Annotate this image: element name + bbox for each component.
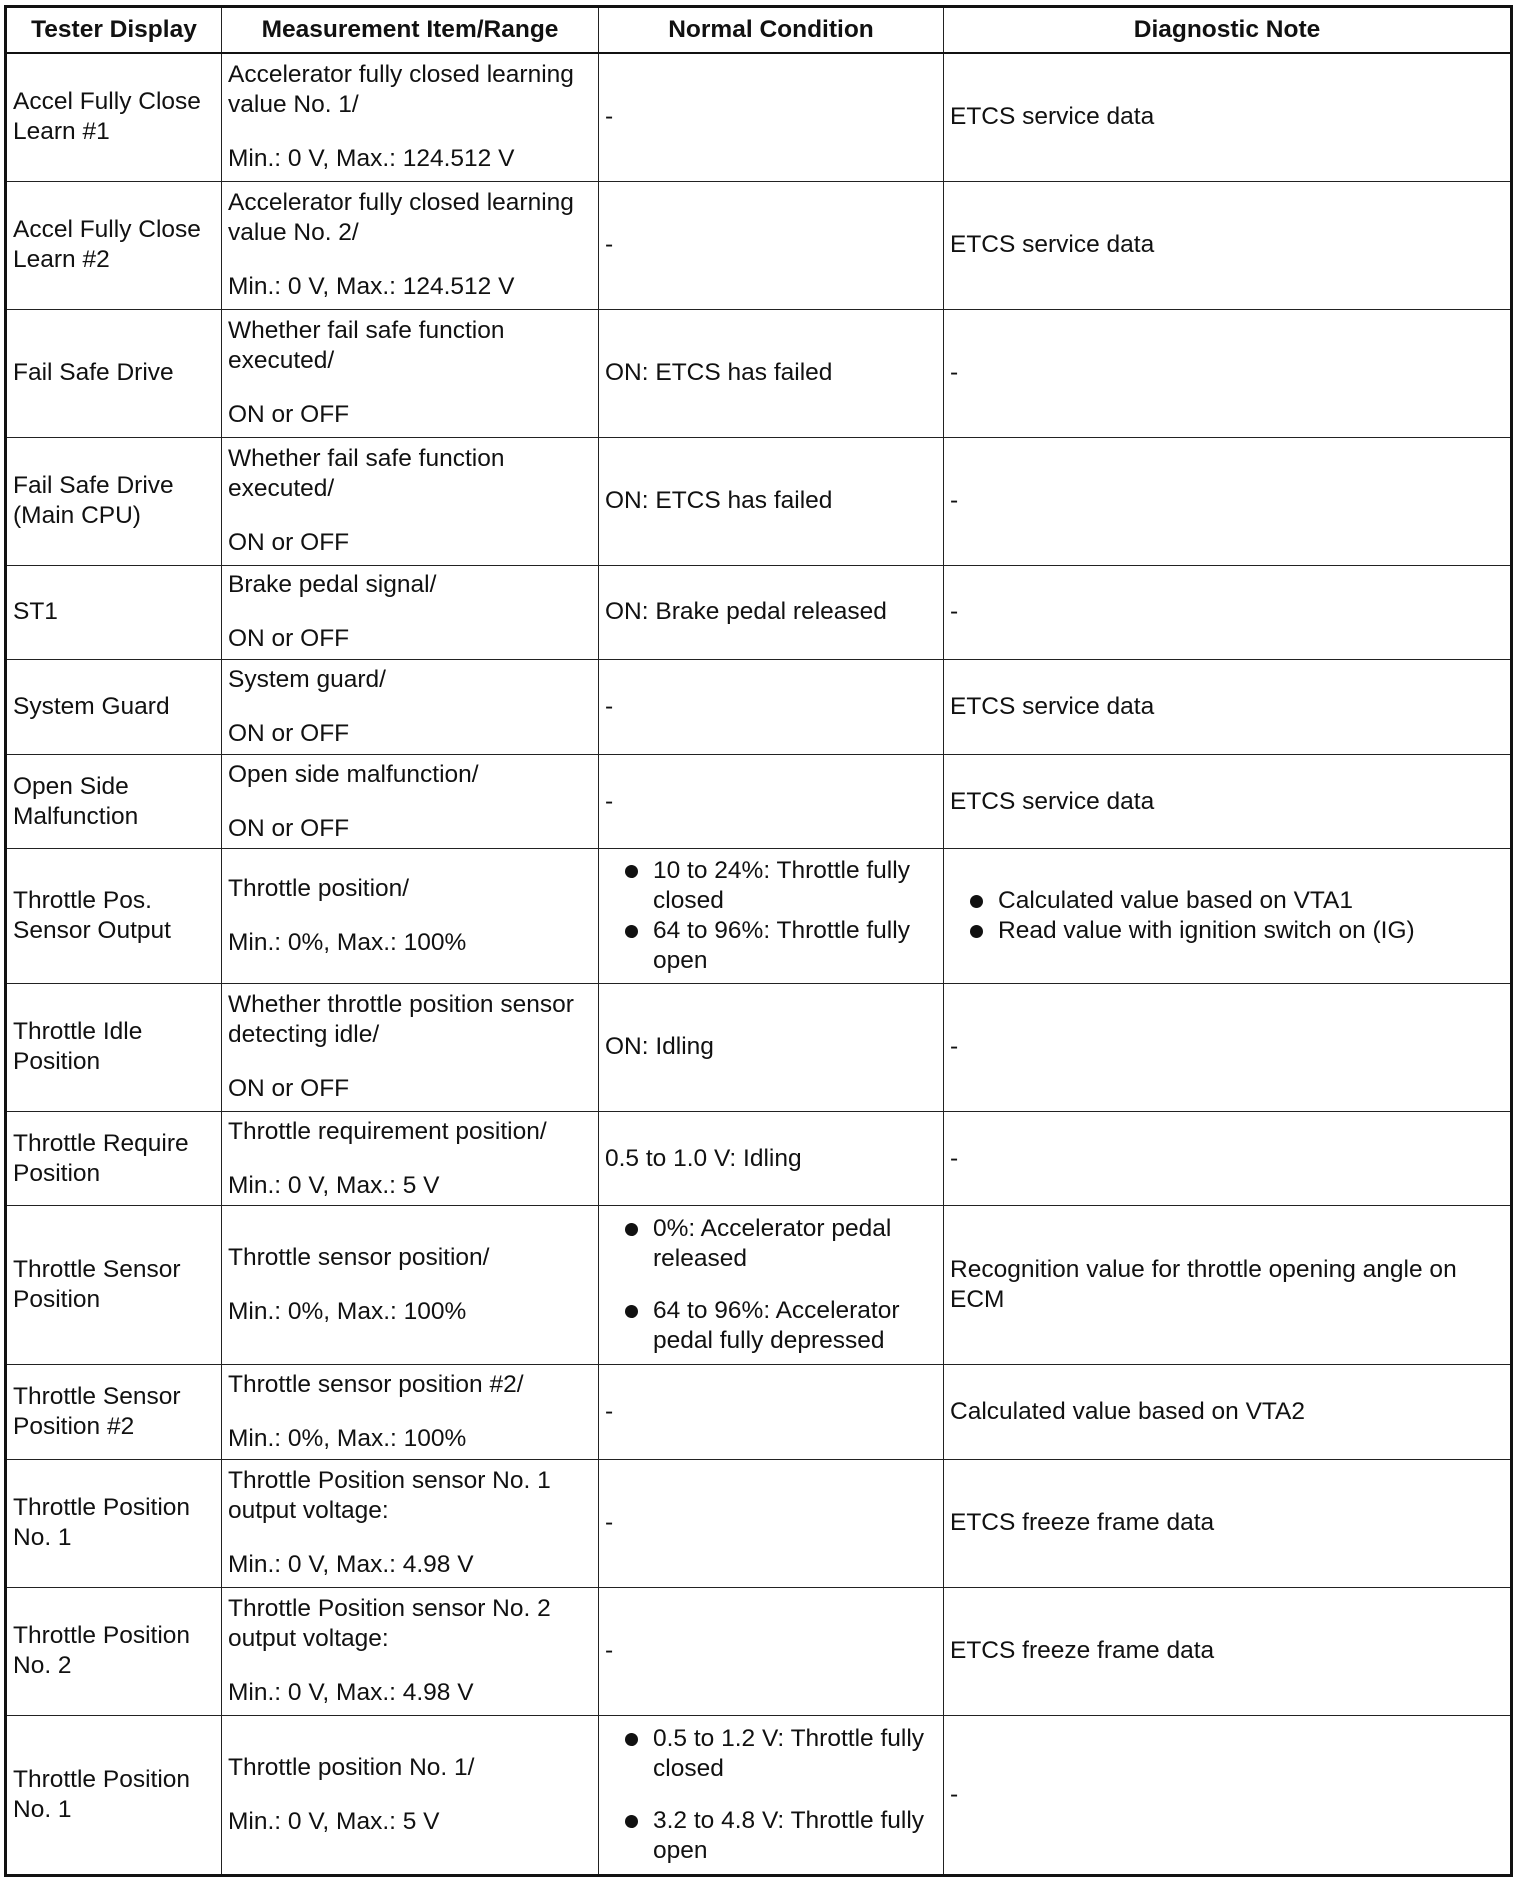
tester-display-cell: Accel Fully Close Learn #1 xyxy=(6,53,222,181)
diagnostic-note-cell: - xyxy=(944,1111,1512,1206)
measurement-item-cell xyxy=(222,1111,599,1206)
diagnostic-note-cell: - xyxy=(944,1715,1512,1875)
table-row xyxy=(6,53,1512,181)
tester-display-cell: Throttle Position No. 1 xyxy=(6,1459,222,1587)
list-item: Calculated value based on VTA1 xyxy=(950,886,1504,916)
table-row xyxy=(6,565,1512,660)
tester-display-cell: Throttle Sensor Position #2 xyxy=(6,1365,222,1460)
list-item: 0.5 to 1.2 V: Throttle fully closed xyxy=(605,1724,937,1784)
header-measurement-item: Measurement Item/Range xyxy=(222,7,599,54)
measurement-range-text: Min.: 0%, Max.: 100% xyxy=(228,929,467,957)
tester-display-cell: Throttle Idle Position xyxy=(6,983,222,1111)
normal-condition-cell: 0.5 to 1.0 V: Idling xyxy=(599,1111,944,1206)
measurement-item-text: Throttle position No. 1/ xyxy=(228,1753,475,1781)
measurement-range-text: Min.: 0 V, Max.: 5 V xyxy=(228,1171,440,1199)
tester-display-cell: Fail Safe Drive (Main CPU) xyxy=(6,437,222,565)
normal-condition-cell: ON: Idling xyxy=(599,983,944,1111)
table-row xyxy=(6,181,1512,309)
table-body xyxy=(6,53,1512,1876)
normal-condition-cell: - xyxy=(599,1365,944,1460)
measurement-item-text: Whether fail safe function executed/ xyxy=(228,317,505,375)
measurement-item-cell xyxy=(222,309,599,437)
list-item: 0%: Accelerator pedal released xyxy=(605,1214,937,1274)
normal-condition-cell: ON: ETCS has failed xyxy=(599,437,944,565)
diagnostic-note-cell: Calculated value based on VTA2 xyxy=(944,1365,1512,1460)
measurement-item-cell xyxy=(222,565,599,660)
table-row xyxy=(6,1365,1512,1460)
tester-display-cell: Throttle Pos. Sensor Output xyxy=(6,849,222,984)
measurement-item-cell xyxy=(222,1715,599,1875)
measurement-range-text: ON or OFF xyxy=(228,1075,350,1103)
measurement-item-cell xyxy=(222,1206,599,1365)
measurement-item-text: Throttle Position sensor No. 2 output voltage: xyxy=(228,1595,551,1653)
diagnostic-note-cell: Recognition value for throttle opening angle on ECM xyxy=(944,1206,1512,1365)
normal-condition-list xyxy=(605,1724,937,1866)
tester-display-cell: Throttle Position No. 1 xyxy=(6,1715,222,1875)
list-item: 64 to 96%: Throttle fully open xyxy=(605,916,937,976)
measurement-item-text: Throttle sensor position #2/ xyxy=(228,1371,524,1399)
normal-condition-cell: ON: Brake pedal released xyxy=(599,565,944,660)
table-row xyxy=(6,849,1512,984)
measurement-item-cell xyxy=(222,983,599,1111)
measurement-item-cell xyxy=(222,437,599,565)
measurement-item-text: System guard/ xyxy=(228,665,386,693)
measurement-item-text: Whether throttle position sensor detecting idle/ xyxy=(228,991,574,1049)
measurement-range-text: Min.: 0%, Max.: 100% xyxy=(228,1298,467,1326)
tester-display-cell: Throttle Position No. 2 xyxy=(6,1587,222,1715)
header-tester-display: Tester Display xyxy=(6,7,222,54)
measurement-item-text: Throttle sensor position/ xyxy=(228,1244,490,1272)
measurement-range-text: Min.: 0 V, Max.: 124.512 V xyxy=(228,145,515,173)
table-row xyxy=(6,437,1512,565)
measurement-range-text: Min.: 0 V, Max.: 5 V xyxy=(228,1807,440,1835)
normal-condition-cell: - xyxy=(599,1587,944,1715)
tester-display-cell: ST1 xyxy=(6,565,222,660)
table-row xyxy=(6,1206,1512,1365)
measurement-item-text: Throttle Position sensor No. 1 output voltage: xyxy=(228,1467,551,1525)
normal-condition-list xyxy=(605,856,937,976)
measurement-range-text: ON or OFF xyxy=(228,401,350,429)
measurement-item-text: Throttle requirement position/ xyxy=(228,1117,547,1145)
normal-condition-cell xyxy=(599,849,944,984)
normal-condition-cell: - xyxy=(599,660,944,755)
measurement-item-text: Throttle position/ xyxy=(228,875,410,903)
measurement-range-text: ON or OFF xyxy=(228,814,350,842)
diagnostic-note-cell: - xyxy=(944,983,1512,1111)
diagnostic-note-cell: - xyxy=(944,437,1512,565)
header-normal-condition: Normal Condition xyxy=(599,7,944,54)
table-row xyxy=(6,1459,1512,1587)
normal-condition-cell: - xyxy=(599,181,944,309)
normal-condition-list xyxy=(605,1214,937,1356)
measurement-item-text: Brake pedal signal/ xyxy=(228,571,437,599)
normal-condition-cell: - xyxy=(599,754,944,849)
data-list-table xyxy=(4,5,1513,1877)
measurement-item-text: Accelerator fully closed learning value No. 2/ xyxy=(228,189,574,247)
tester-display-cell: Throttle Require Position xyxy=(6,1111,222,1206)
tester-display-cell: Fail Safe Drive xyxy=(6,309,222,437)
table-row xyxy=(6,1587,1512,1715)
measurement-item-text: Accelerator fully closed learning value No. 1/ xyxy=(228,61,574,119)
tester-display-cell: Open Side Malfunction xyxy=(6,754,222,849)
normal-condition-cell: ON: ETCS has failed xyxy=(599,309,944,437)
table-row xyxy=(6,1715,1512,1875)
measurement-range-text: Min.: 0 V, Max.: 4.98 V xyxy=(228,1679,474,1707)
table-row xyxy=(6,754,1512,849)
measurement-item-cell xyxy=(222,1587,599,1715)
measurement-item-cell xyxy=(222,1365,599,1460)
diagnostic-note-cell: - xyxy=(944,565,1512,660)
list-item: Read value with ignition switch on (IG) xyxy=(950,916,1504,946)
table-row xyxy=(6,660,1512,755)
diagnostic-note-cell: ETCS freeze frame data xyxy=(944,1459,1512,1587)
diagnostic-note-cell: - xyxy=(944,309,1512,437)
diagnostic-note-cell: ETCS freeze frame data xyxy=(944,1587,1512,1715)
header-row xyxy=(6,7,1512,54)
list-item: 3.2 to 4.8 V: Throttle fully open xyxy=(605,1806,937,1866)
table-row xyxy=(6,983,1512,1111)
measurement-item-text: Whether fail safe function executed/ xyxy=(228,445,505,503)
header-diagnostic-note: Diagnostic Note xyxy=(944,7,1512,54)
normal-condition-cell xyxy=(599,1206,944,1365)
measurement-item-cell xyxy=(222,181,599,309)
normal-condition-cell: - xyxy=(599,53,944,181)
list-item: 64 to 96%: Accelerator pedal fully depressed xyxy=(605,1296,937,1356)
diagnostic-note-cell: ETCS service data xyxy=(944,181,1512,309)
measurement-item-cell xyxy=(222,660,599,755)
diagnostic-note-list xyxy=(950,886,1504,946)
normal-condition-cell xyxy=(599,1715,944,1875)
tester-display-cell: System Guard xyxy=(6,660,222,755)
diagnostic-note-cell: ETCS service data xyxy=(944,754,1512,849)
measurement-item-cell xyxy=(222,754,599,849)
table-row xyxy=(6,1111,1512,1206)
measurement-item-cell xyxy=(222,53,599,181)
diagnostic-note-cell xyxy=(944,849,1512,984)
measurement-range-text: Min.: 0 V, Max.: 4.98 V xyxy=(228,1551,474,1579)
measurement-range-text: ON or OFF xyxy=(228,529,350,557)
normal-condition-cell: - xyxy=(599,1459,944,1587)
list-item: 10 to 24%: Throttle fully closed xyxy=(605,856,937,916)
measurement-range-text: ON or OFF xyxy=(228,625,350,653)
measurement-range-text: Min.: 0 V, Max.: 124.512 V xyxy=(228,273,515,301)
tester-display-cell: Accel Fully Close Learn #2 xyxy=(6,181,222,309)
measurement-item-text: Open side malfunction/ xyxy=(228,760,479,788)
measurement-range-text: Min.: 0%, Max.: 100% xyxy=(228,1425,467,1453)
measurement-item-cell xyxy=(222,849,599,984)
diagnostic-note-cell: ETCS service data xyxy=(944,660,1512,755)
measurement-range-text: ON or OFF xyxy=(228,719,350,747)
tester-display-cell: Throttle Sensor Position xyxy=(6,1206,222,1365)
table-row xyxy=(6,309,1512,437)
diagnostic-note-cell: ETCS service data xyxy=(944,53,1512,181)
measurement-item-cell xyxy=(222,1459,599,1587)
